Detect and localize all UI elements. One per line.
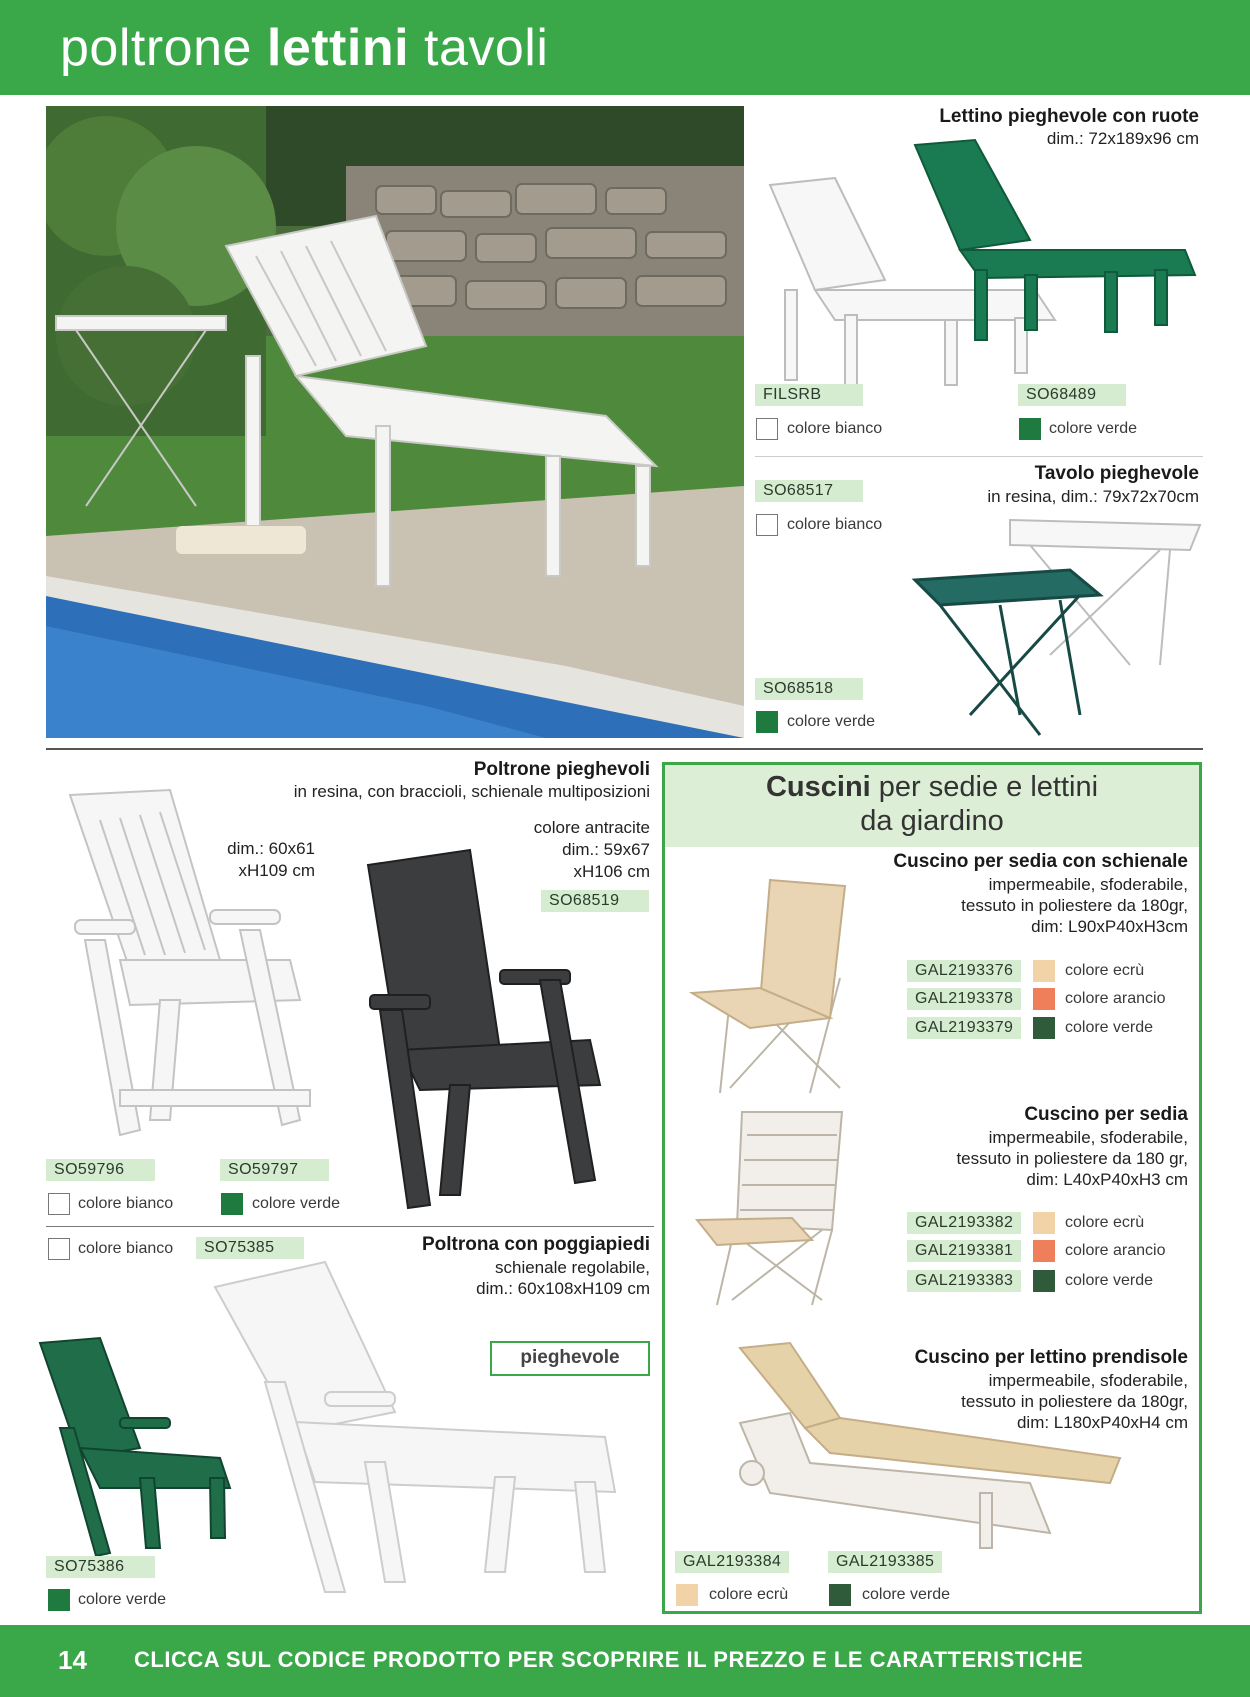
product-code-SO68517[interactable]: SO68517 <box>755 480 863 502</box>
hero-photo-lounger-by-pool <box>46 106 744 738</box>
product-code-GAL2193381[interactable]: GAL2193381 <box>907 1240 1021 1262</box>
antracite-dims-line2: xH106 cm <box>573 862 650 881</box>
poltrone-title: Poltrone pieghevoli <box>473 759 650 780</box>
product-code-GAL2193378[interactable]: GAL2193378 <box>907 988 1021 1010</box>
cuscino-2-title: Cuscino per sedia <box>1024 1104 1188 1125</box>
lettino-product-image <box>755 140 1175 390</box>
cuscini-heading-line2: da giardino <box>860 805 1004 837</box>
swatch-ecru <box>1033 1212 1055 1234</box>
color-label: colore arancio <box>1065 990 1166 1007</box>
product-code-SO68519[interactable]: SO68519 <box>541 890 649 912</box>
color-label: colore ecrù <box>1065 1214 1145 1231</box>
title-part-1: poltrone <box>60 19 267 77</box>
color-label: colore verde <box>252 1195 341 1212</box>
cuscino-3-title: Cuscino per lettino prendisole <box>914 1347 1188 1368</box>
swatch-ecru <box>1033 960 1055 982</box>
color-label: colore verde <box>1065 1019 1154 1036</box>
tavolo-title: Tavolo pieghevole <box>1034 463 1199 484</box>
product-code-SO68489[interactable]: SO68489 <box>1018 384 1126 406</box>
color-label: colore arancio <box>1065 1242 1166 1259</box>
cuscini-heading-line1 <box>665 771 1199 804</box>
poltrona-antracite-image <box>360 850 610 1210</box>
swatch-green <box>1019 418 1041 440</box>
product-code-SO75385[interactable]: SO75385 <box>196 1237 304 1259</box>
swatch-dark-green <box>1033 1017 1055 1039</box>
lettino-title: Lettino pieghevole con ruote <box>939 106 1199 127</box>
color-label: colore bianco <box>787 420 883 437</box>
swatch-white <box>48 1238 70 1260</box>
color-label: colore verde <box>1065 1272 1154 1289</box>
divider <box>46 1226 654 1227</box>
swatch-orange <box>1033 1240 1055 1262</box>
product-code-GAL2193376[interactable]: GAL2193376 <box>907 960 1021 982</box>
color-label: colore verde <box>787 713 876 730</box>
product-code-GAL2193379[interactable]: GAL2193379 <box>907 1017 1021 1039</box>
cuscino-3-image <box>730 1343 1130 1553</box>
cuscino-2-desc-line3: dim: L40xP40xH3 cm <box>1026 1170 1188 1189</box>
swatch-white <box>756 418 778 440</box>
page-number: 14 <box>58 1645 87 1675</box>
poltrona-dims-line2: xH109 cm <box>238 861 315 880</box>
product-code-GAL2193383[interactable]: GAL2193383 <box>907 1270 1021 1292</box>
product-code-SO75386[interactable]: SO75386 <box>46 1556 155 1578</box>
cuscini-header <box>665 765 1199 847</box>
swatch-green <box>221 1193 243 1215</box>
cuscino-3-desc-line2: tessuto in poliestere da 180gr, <box>961 1392 1188 1411</box>
poggiapiedi-dims: dim.: 60x108xH109 cm <box>476 1279 650 1298</box>
swatch-white <box>48 1193 70 1215</box>
cuscino-1-image <box>690 878 870 1098</box>
poggiapiedi-green-image <box>40 1338 240 1568</box>
tavolo-dims: in resina, dim.: 79x72x70cm <box>987 487 1199 506</box>
title-part-3: tavoli <box>409 19 549 77</box>
product-code-SO59796[interactable]: SO59796 <box>46 1159 155 1181</box>
poggiapiedi-desc: schienale regolabile, <box>495 1258 650 1277</box>
antracite-dims-line1: dim.: 59x67 <box>562 840 650 859</box>
page-header <box>0 0 1250 95</box>
color-label: colore bianco <box>78 1195 174 1212</box>
swatch-white <box>756 514 778 536</box>
cuscino-1-title: Cuscino per sedia con schienale <box>893 851 1188 872</box>
product-code-SO59797[interactable]: SO59797 <box>220 1159 329 1181</box>
color-label: colore ecrù <box>1065 962 1145 979</box>
product-code-SO68518[interactable]: SO68518 <box>755 678 863 700</box>
swatch-orange <box>1033 988 1055 1010</box>
swatch-green <box>48 1589 70 1611</box>
product-code-GAL2193385[interactable]: GAL2193385 <box>828 1551 942 1573</box>
product-code-GAL2193382[interactable]: GAL2193382 <box>907 1212 1021 1234</box>
cuscino-2-image <box>692 1110 852 1310</box>
product-code-FILSRB[interactable]: FILSRB <box>755 384 863 406</box>
pieghevole-badge[interactable]: pieghevole <box>490 1341 650 1376</box>
antracite-label: colore antracite <box>533 818 650 837</box>
color-label: colore verde <box>862 1586 951 1603</box>
tavolo-product-image <box>910 515 1210 735</box>
cuscino-2-desc-line2: tessuto in poliestere da 180 gr, <box>956 1149 1188 1168</box>
poltrona-dims-line1: dim.: 60x61 <box>227 839 315 858</box>
product-code-GAL2193384[interactable]: GAL2193384 <box>675 1551 789 1573</box>
color-label: colore bianco <box>787 516 883 533</box>
cuscino-1-desc-line1: impermeabile, sfoderabile, <box>988 875 1188 894</box>
poltrone-desc: in resina, con braccioli, schienale multiposizioni <box>293 782 650 801</box>
color-label: colore verde <box>78 1591 167 1608</box>
swatch-dark-green <box>829 1584 851 1606</box>
cuscino-3-desc-line3: dim: L180xP40xH4 cm <box>1016 1413 1188 1432</box>
cuscino-1-desc-line3: dim: L90xP40xH3cm <box>1031 917 1188 936</box>
page-title <box>60 18 548 78</box>
divider <box>755 456 1203 457</box>
cuscino-1-desc-line2: tessuto in poliestere da 180gr, <box>961 896 1188 915</box>
swatch-green <box>756 711 778 733</box>
lettino-dims: dim.: 72x189x96 cm <box>1046 129 1199 148</box>
cuscini-heading-bold: Cuscini <box>765 771 871 803</box>
title-part-bold: lettini <box>266 19 410 77</box>
swatch-ecru <box>676 1584 698 1606</box>
divider <box>46 748 1203 750</box>
cuscino-3-desc-line1: impermeabile, sfoderabile, <box>988 1371 1188 1390</box>
page-footer <box>0 1625 1250 1697</box>
color-label: colore verde <box>1049 420 1138 437</box>
hero-photo-illustration <box>46 106 744 738</box>
color-label: colore bianco <box>78 1240 174 1257</box>
poggiapiedi-white-image <box>205 1262 625 1592</box>
swatch-dark-green <box>1033 1270 1055 1292</box>
color-label: colore ecrù <box>709 1586 789 1603</box>
cuscino-2-desc-line1: impermeabile, sfoderabile, <box>988 1128 1188 1147</box>
cuscini-heading-rest: per sedie e lettini <box>870 771 1099 803</box>
footer-cta: CLICCA SUL CODICE PRODOTTO PER SCOPRIRE IL PREZZO E LE CARATTERISTICHE <box>134 1647 1084 1672</box>
poggiapiedi-title: Poltrona con poggiapiedi <box>422 1234 650 1255</box>
